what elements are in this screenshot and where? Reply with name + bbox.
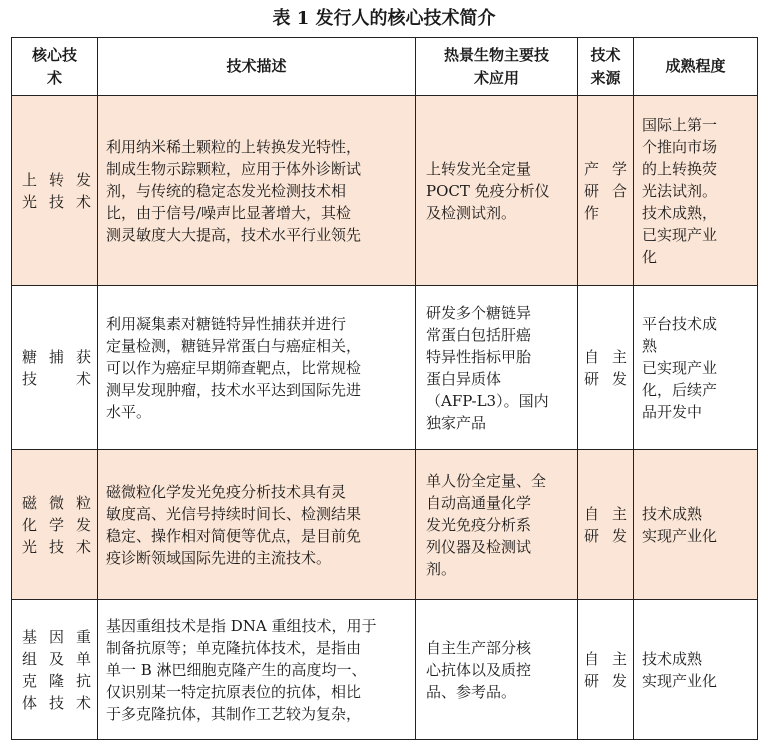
table-row xyxy=(12,600,758,740)
cell-tech-name: 基因重 组及单 克隆抗 体技术 xyxy=(12,600,98,740)
table-header-row xyxy=(12,38,758,96)
cell-source: 自主 研发 xyxy=(578,286,634,450)
cell-application: 单人份全定量、全 自动高通量化学 发光免疫分析系 列仪器及检测试 剂。 xyxy=(416,450,578,600)
cell-source: 产学 研合 作 xyxy=(578,96,634,286)
header-core-tech: 核心技 术 xyxy=(12,38,98,96)
cell-application: 上转发光全定量 POCT 免疫分析仪 及检测试剂。 xyxy=(416,96,578,286)
cell-maturity: 国际上第一 个推向市场 的上转换荧 光法试剂。 技术成熟， 已实现产业 化 xyxy=(634,96,758,286)
cell-description: 磁微粒化学发光免疫分析技术具有灵 敏度高、光信号持续时间长、检测结果 稳定、操作相对简便等优点，是目前免 疫诊断领域国际先进的主流技术。 xyxy=(98,450,416,600)
header-description: 技术描述 xyxy=(98,38,416,96)
cell-maturity: 技术成熟 实现产业化 xyxy=(634,450,758,600)
cell-application: 自主生产部分核 心抗体以及质控 品、参考品。 xyxy=(416,600,578,740)
cell-source: 自主 研发 xyxy=(578,450,634,600)
cell-tech-name: 上转发 光技术 xyxy=(12,96,98,286)
cell-maturity: 技术成熟 实现产业化 xyxy=(634,600,758,740)
core-technology-table xyxy=(11,37,758,740)
cell-tech-name: 糖捕获 技术 xyxy=(12,286,98,450)
cell-maturity: 平台技术成 熟 已实现产业 化，后续产 品开发中 xyxy=(634,286,758,450)
table-title: 表 1 发行人的核心技术简介 xyxy=(272,8,496,29)
cell-description: 基因重组技术是指 DNA 重组技术，用于 制备抗原等；单克隆抗体技术，是指由 单一 B 淋巴细胞克隆产生的高度均一、 仅识别某一特定抗原表位的抗体，相比 于多克隆抗体，其制作工艺较为复杂， xyxy=(98,600,416,740)
header-source: 技术 来源 xyxy=(578,38,634,96)
header-application: 热景生物主要技 术应用 xyxy=(416,38,578,96)
cell-tech-name: 磁微粒 化学发 光技术 xyxy=(12,450,98,600)
table-row xyxy=(12,286,758,450)
cell-description: 利用凝集素对糖链特异性捕获并进行 定量检测，糖链异常蛋白与癌症相关， 可以作为癌症早期筛查靶点，比常规检 测早发现肿瘤，技术水平达到国际先进 水平。 xyxy=(98,286,416,450)
table-row xyxy=(12,96,758,286)
cell-description: 利用纳米稀土颗粒的上转换发光特性， 制成生物示踪颗粒，应用于体外诊断试 剂，与传统的稳定态发光检测技术相 比，由于信号/噪声比显著增大，其检 测灵敏度大大提高，技术水平行业领先 xyxy=(98,96,416,286)
cell-source: 自主 研发 xyxy=(578,600,634,740)
cell-application: 研发多个糖链异 常蛋白包括肝癌 特异性指标甲胎 蛋白异质体 （AFP-L3）。国内 独家产品 xyxy=(416,286,578,450)
header-maturity: 成熟程度 xyxy=(634,38,758,96)
table-row xyxy=(12,450,758,600)
